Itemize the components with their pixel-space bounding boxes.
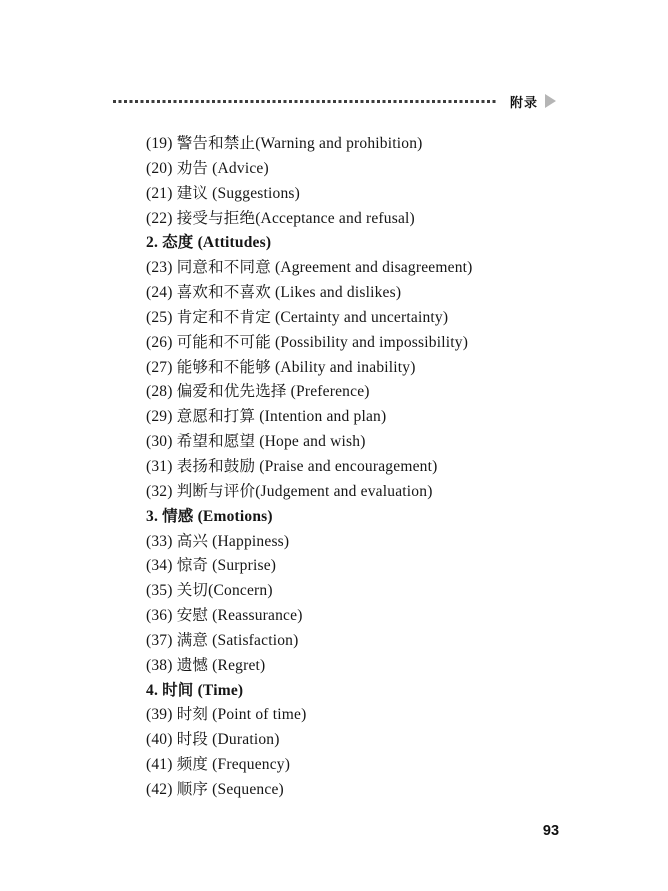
list-item: (42) 顺序 (Sequence) [146, 780, 284, 798]
section-header: 2. 态度 (Attitudes) [146, 234, 272, 252]
list-item: (20) 劝告 (Advice) [146, 159, 269, 177]
list-item: (25) 肯定和不肯定 (Certainty and uncertainty) [146, 308, 449, 326]
list-item: (39) 时刻 (Point of time) [146, 706, 307, 724]
list-item: (34) 惊奇 (Surprise) [146, 557, 277, 575]
triangle-right-icon [545, 94, 556, 108]
list-item: (41) 频度 (Frequency) [146, 756, 291, 774]
toc-list [146, 132, 616, 803]
list-item: (33) 高兴 (Happiness) [146, 532, 290, 550]
list-item: (31) 表扬和鼓励 (Praise and encouragement) [146, 457, 438, 475]
list-item: (32) 判断与评价(Judgement and evaluation) [146, 482, 433, 500]
list-item: (28) 偏爱和优先选择 (Preference) [146, 383, 370, 401]
list-item: (40) 时段 (Duration) [146, 731, 280, 749]
list-item: (38) 遗憾 (Regret) [146, 656, 266, 674]
list-item: (24) 喜欢和不喜欢 (Likes and dislikes) [146, 284, 402, 302]
list-item: (37) 满意 (Satisfaction) [146, 631, 299, 649]
header-dotted-line [113, 100, 498, 103]
section-header: 4. 时间 (Time) [146, 681, 244, 699]
list-item: (35) 关切(Concern) [146, 582, 273, 600]
list-item: (29) 意愿和打算 (Intention and plan) [146, 408, 387, 426]
list-item: (36) 安慰 (Reassurance) [146, 607, 303, 625]
list-item: (22) 接受与拒绝(Acceptance and refusal) [146, 209, 415, 227]
list-item: (30) 希望和愿望 (Hope and wish) [146, 433, 366, 451]
list-item: (23) 同意和不同意 (Agreement and disagreement) [146, 259, 473, 277]
page-number: 93 [542, 823, 560, 839]
list-item: (26) 可能和不可能 (Possibility and impossibility) [146, 333, 469, 351]
page-header [113, 92, 556, 110]
header-appendix-label: 附录 [509, 94, 538, 110]
list-item: (21) 建议 (Suggestions) [146, 184, 301, 202]
list-item: (19) 警告和禁止(Warning and prohibition) [146, 135, 423, 152]
section-header: 3. 情感 (Emotions) [146, 507, 273, 525]
list-item: (27) 能够和不能够 (Ability and inability) [146, 358, 416, 376]
